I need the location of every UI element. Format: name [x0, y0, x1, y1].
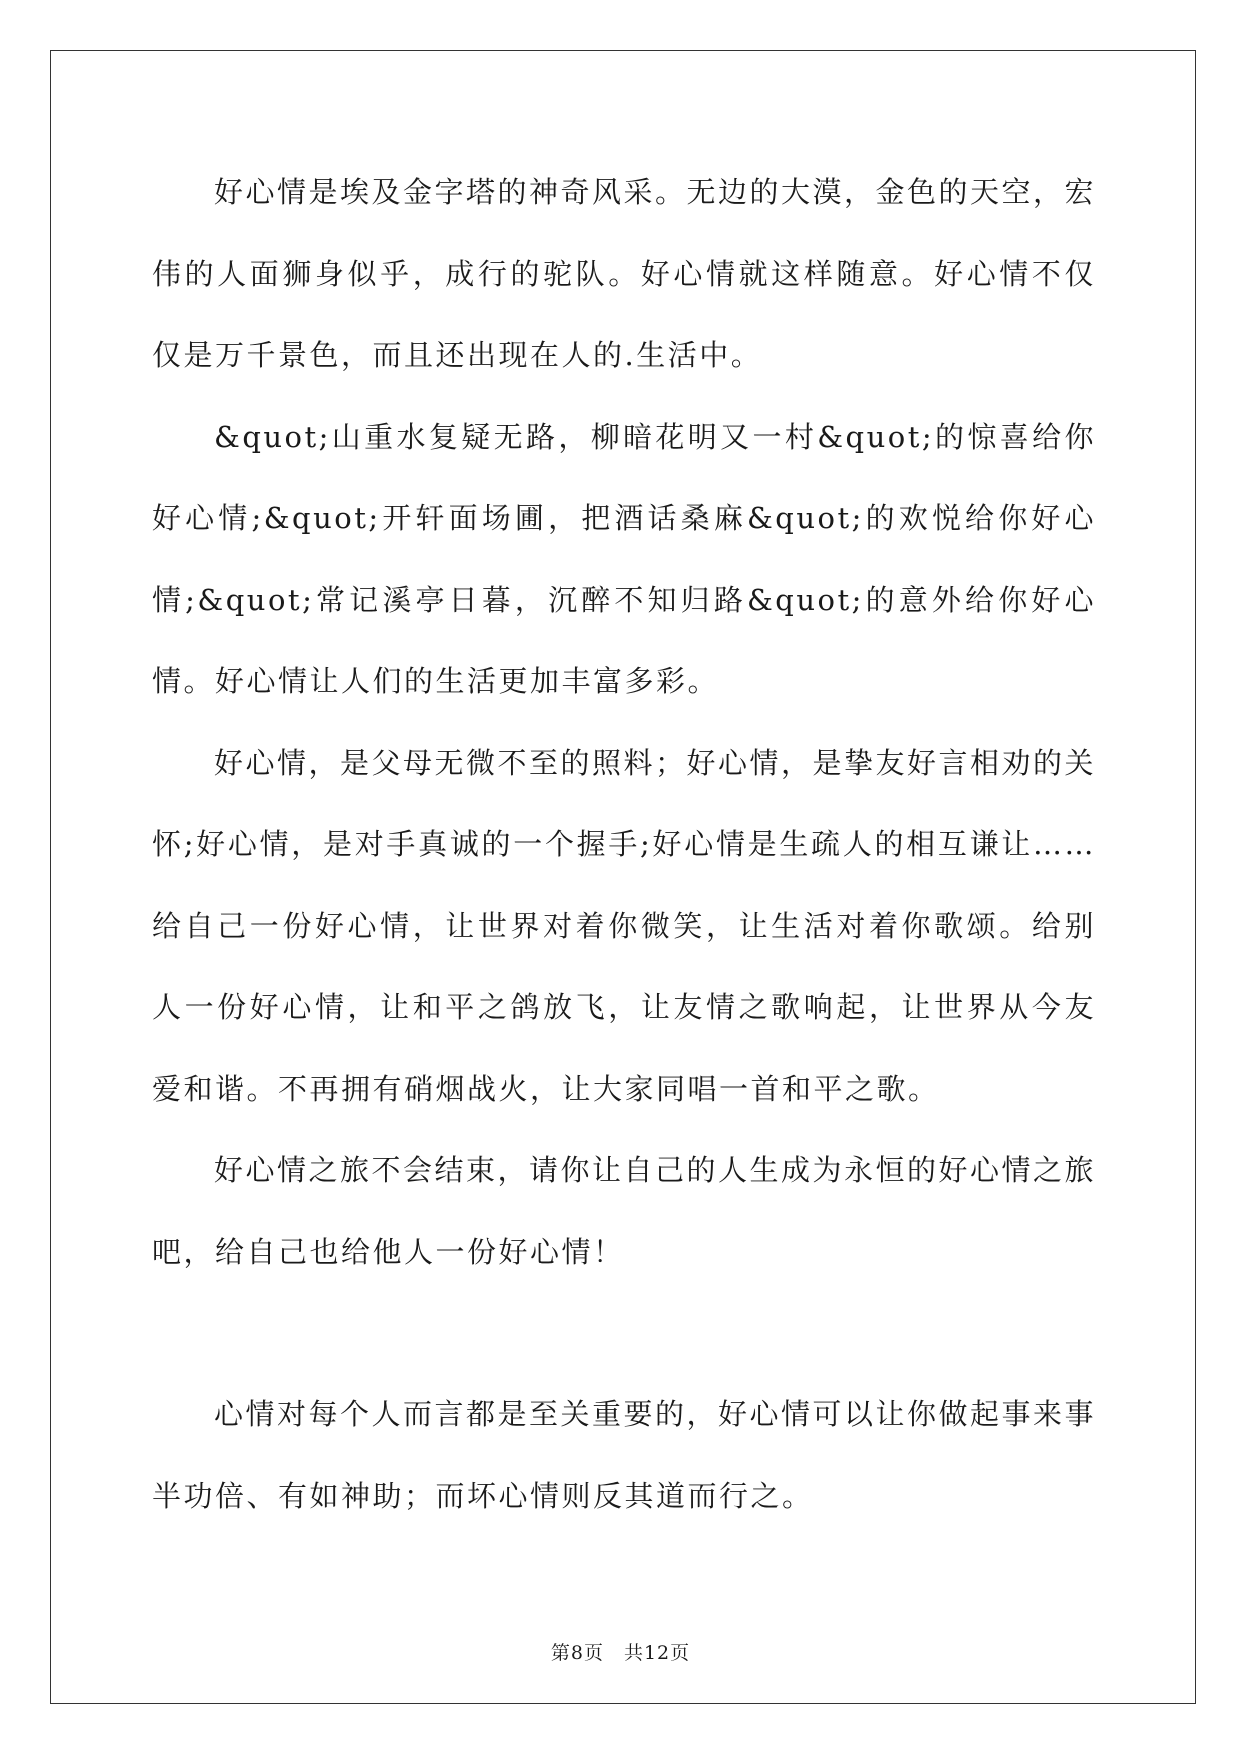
page-total: 共12页	[623, 1642, 691, 1664]
paragraph-mood-importance: 心情对每个人而言都是至关重要的，好心情可以让你做起事来事半功倍、有如神助；而坏心情则反其道而行之。	[152, 1397, 1097, 1513]
section-gap	[152, 1293, 1096, 1374]
document-body	[152, 152, 1096, 1537]
paragraph-pyramid: 好心情是埃及金字塔的神奇风采。无边的大漠，金色的天空，宏伟的人面狮身似乎，成行的驼队。好心情就这样随意。好心情不仅仅是万千景色，而且还出现在人的.生活中。	[152, 175, 1097, 372]
page-number: 第8页	[550, 1642, 604, 1664]
paragraph-care: 好心情，是父母无微不至的照料；好心情，是挚友好言相劝的关怀;好心情，是对手真诚的一个握手;好心情是生疏人的相互谦让……给自己一份好心情，让世界对着你微笑，让生活对着你歌颂。给别人一份好心情，让和平之鸽放飞，让友情之歌响起，让世界从今友爱和谐。不再拥有硝烟战火，让大家同唱一首和平之歌。	[152, 745, 1097, 1106]
paragraph-poems: &quot;山重水复疑无路，柳暗花明又一村&quot;的惊喜给你好心情;&quot;开轩面场圃，把酒话桑麻&quot;的欢悦给你好心情;&quot;常记溪亭日暮，沉醉不知归路&quot;的意外给你好心情。好心情让人们的生活更加丰富多彩。	[152, 419, 1096, 698]
paragraph-journey: 好心情之旅不会结束，请你让自己的人生成为永恒的好心情之旅吧，给自己也给他人一份好心情！	[152, 1153, 1097, 1269]
page-footer	[0, 1638, 1241, 1665]
